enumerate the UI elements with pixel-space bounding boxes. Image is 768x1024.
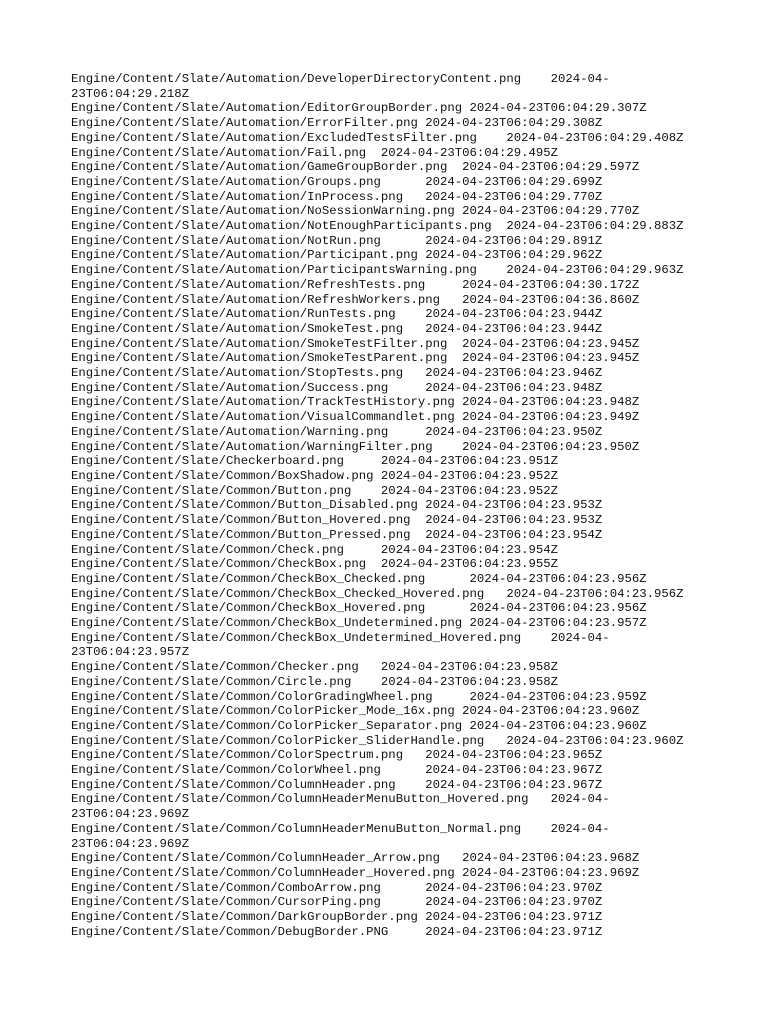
file-entry: Engine/Content/Slate/Automation/RunTests.png 2024-04-23T06:04:23.944Z <box>71 307 603 322</box>
file-entry: Engine/Content/Slate/Automation/InProcess.png 2024-04-23T06:04:29.770Z <box>71 189 603 204</box>
file-entry: Engine/Content/Slate/Common/Checker.png 2024-04-23T06:04:23.958Z <box>71 660 559 675</box>
file-entry: Engine/Content/Slate/Common/CheckBox.png 2024-04-23T06:04:23.955Z <box>71 557 559 572</box>
file-entry: Engine/Content/Slate/Common/ColumnHeaderMenuButton_Normal.png 2024-04- 23T06:04:23.969Z <box>71 821 610 851</box>
file-entry: Engine/Content/Slate/Common/ColumnHeader_Hovered.png 2024-04-23T06:04:23.969Z <box>71 865 640 880</box>
file-entry: Engine/Content/Slate/Common/ColorSpectrum.png 2024-04-23T06:04:23.965Z <box>71 748 603 763</box>
file-entry: Engine/Content/Slate/Common/DarkGroupBorder.png 2024-04-23T06:04:23.971Z <box>71 910 603 925</box>
file-entry: Engine/Content/Slate/Checkerboard.png 2024-04-23T06:04:23.951Z <box>71 454 559 469</box>
file-entry: Engine/Content/Slate/Common/Button_Pressed.png 2024-04-23T06:04:23.954Z <box>71 527 603 542</box>
file-entry: Engine/Content/Slate/Automation/Fail.png 2024-04-23T06:04:29.495Z <box>71 145 559 160</box>
file-entry: Engine/Content/Slate/Automation/ExcludedTestsFilter.png 2024-04-23T06:04:29.408Z <box>71 130 684 145</box>
file-listing <box>71 72 711 939</box>
file-entry: Engine/Content/Slate/Automation/NotEnoughParticipants.png 2024-04-23T06:04:29.883Z <box>71 219 684 234</box>
file-entry: Engine/Content/Slate/Common/Button_Hovered.png 2024-04-23T06:04:23.953Z <box>71 513 603 528</box>
file-entry: Engine/Content/Slate/Common/DebugBorder.PNG 2024-04-23T06:04:23.971Z <box>71 924 603 939</box>
file-entry: Engine/Content/Slate/Automation/ParticipantsWarning.png 2024-04-23T06:04:29.963Z <box>71 263 684 278</box>
file-entry: Engine/Content/Slate/Common/ComboArrow.png 2024-04-23T06:04:23.970Z <box>71 880 603 895</box>
file-entry: Engine/Content/Slate/Common/CheckBox_Hovered.png 2024-04-23T06:04:23.956Z <box>71 601 647 616</box>
file-entry: Engine/Content/Slate/Common/CheckBox_Undetermined.png 2024-04-23T06:04:23.957Z <box>71 616 647 631</box>
file-entry: Engine/Content/Slate/Automation/Participant.png 2024-04-23T06:04:29.962Z <box>71 248 603 263</box>
file-entry: Engine/Content/Slate/Automation/SmokeTest.png 2024-04-23T06:04:23.944Z <box>71 321 603 336</box>
file-entry: Engine/Content/Slate/Automation/Warning.png 2024-04-23T06:04:23.950Z <box>71 424 603 439</box>
file-entry: Engine/Content/Slate/Common/ColumnHeaderMenuButton_Hovered.png 2024-04- 23T06:04:23.969Z <box>71 792 610 822</box>
file-entry: Engine/Content/Slate/Automation/TrackTestHistory.png 2024-04-23T06:04:23.948Z <box>71 395 640 410</box>
file-entry: Engine/Content/Slate/Common/BoxShadow.png 2024-04-23T06:04:23.952Z <box>71 468 559 483</box>
file-entry: Engine/Content/Slate/Automation/GameGroupBorder.png 2024-04-23T06:04:29.597Z <box>71 160 640 175</box>
file-entry: Engine/Content/Slate/Automation/NoSessionWarning.png 2024-04-23T06:04:29.770Z <box>71 204 640 219</box>
file-entry: Engine/Content/Slate/Common/Check.png 2024-04-23T06:04:23.954Z <box>71 542 559 557</box>
file-entry: Engine/Content/Slate/Common/ColorPicker_SliderHandle.png 2024-04-23T06:04:23.960Z <box>71 733 684 748</box>
file-entry: Engine/Content/Slate/Common/Button.png 2024-04-23T06:04:23.952Z <box>71 483 559 498</box>
file-entry: Engine/Content/Slate/Common/ColorPicker_Mode_16x.png 2024-04-23T06:04:23.960Z <box>71 704 640 719</box>
file-entry: Engine/Content/Slate/Common/ColorWheel.png 2024-04-23T06:04:23.967Z <box>71 763 603 778</box>
file-entry: Engine/Content/Slate/Common/Button_Disabled.png 2024-04-23T06:04:23.953Z <box>71 498 603 513</box>
file-entry: Engine/Content/Slate/Automation/DeveloperDirectoryContent.png 2024-04- 23T06:04:29.218Z <box>71 72 610 101</box>
file-entry: Engine/Content/Slate/Automation/EditorGroupBorder.png 2024-04-23T06:04:29.307Z <box>71 101 647 116</box>
file-entry: Engine/Content/Slate/Common/CheckBox_Checked.png 2024-04-23T06:04:23.956Z <box>71 571 647 586</box>
file-entry: Engine/Content/Slate/Automation/Success.png 2024-04-23T06:04:23.948Z <box>71 380 603 395</box>
file-entry: Engine/Content/Slate/Automation/Groups.png 2024-04-23T06:04:29.699Z <box>71 174 603 189</box>
file-entry: Engine/Content/Slate/Common/CheckBox_Undetermined_Hovered.png 2024-04- 23T06:04:23.957Z <box>71 630 610 660</box>
file-entry: Engine/Content/Slate/Automation/SmokeTestParent.png 2024-04-23T06:04:23.945Z <box>71 351 640 366</box>
file-entry: Engine/Content/Slate/Automation/WarningFilter.png 2024-04-23T06:04:23.950Z <box>71 439 640 454</box>
file-entry: Engine/Content/Slate/Automation/StopTests.png 2024-04-23T06:04:23.946Z <box>71 366 603 381</box>
file-entry: Engine/Content/Slate/Common/ColorPicker_Separator.png 2024-04-23T06:04:23.960Z <box>71 718 647 733</box>
file-entry: Engine/Content/Slate/Automation/ErrorFilter.png 2024-04-23T06:04:29.308Z <box>71 116 603 131</box>
file-entry: Engine/Content/Slate/Common/Circle.png 2024-04-23T06:04:23.958Z <box>71 674 559 689</box>
file-entry: Engine/Content/Slate/Automation/NotRun.png 2024-04-23T06:04:29.891Z <box>71 233 603 248</box>
file-entry: Engine/Content/Slate/Common/CursorPing.png 2024-04-23T06:04:23.970Z <box>71 895 603 910</box>
file-entry: Engine/Content/Slate/Common/CheckBox_Checked_Hovered.png 2024-04-23T06:04:23.956Z <box>71 586 684 601</box>
file-entry: Engine/Content/Slate/Automation/RefreshWorkers.png 2024-04-23T06:04:36.860Z <box>71 292 640 307</box>
file-entry: Engine/Content/Slate/Common/ColorGradingWheel.png 2024-04-23T06:04:23.959Z <box>71 689 647 704</box>
file-entry: Engine/Content/Slate/Common/ColumnHeader_Arrow.png 2024-04-23T06:04:23.968Z <box>71 851 640 866</box>
file-entry: Engine/Content/Slate/Automation/RefreshTests.png 2024-04-23T06:04:30.172Z <box>71 277 640 292</box>
file-entry: Engine/Content/Slate/Automation/SmokeTestFilter.png 2024-04-23T06:04:23.945Z <box>71 336 640 351</box>
file-entry: Engine/Content/Slate/Automation/VisualCommandlet.png 2024-04-23T06:04:23.949Z <box>71 410 640 425</box>
file-entry: Engine/Content/Slate/Common/ColumnHeader.png 2024-04-23T06:04:23.967Z <box>71 777 603 792</box>
